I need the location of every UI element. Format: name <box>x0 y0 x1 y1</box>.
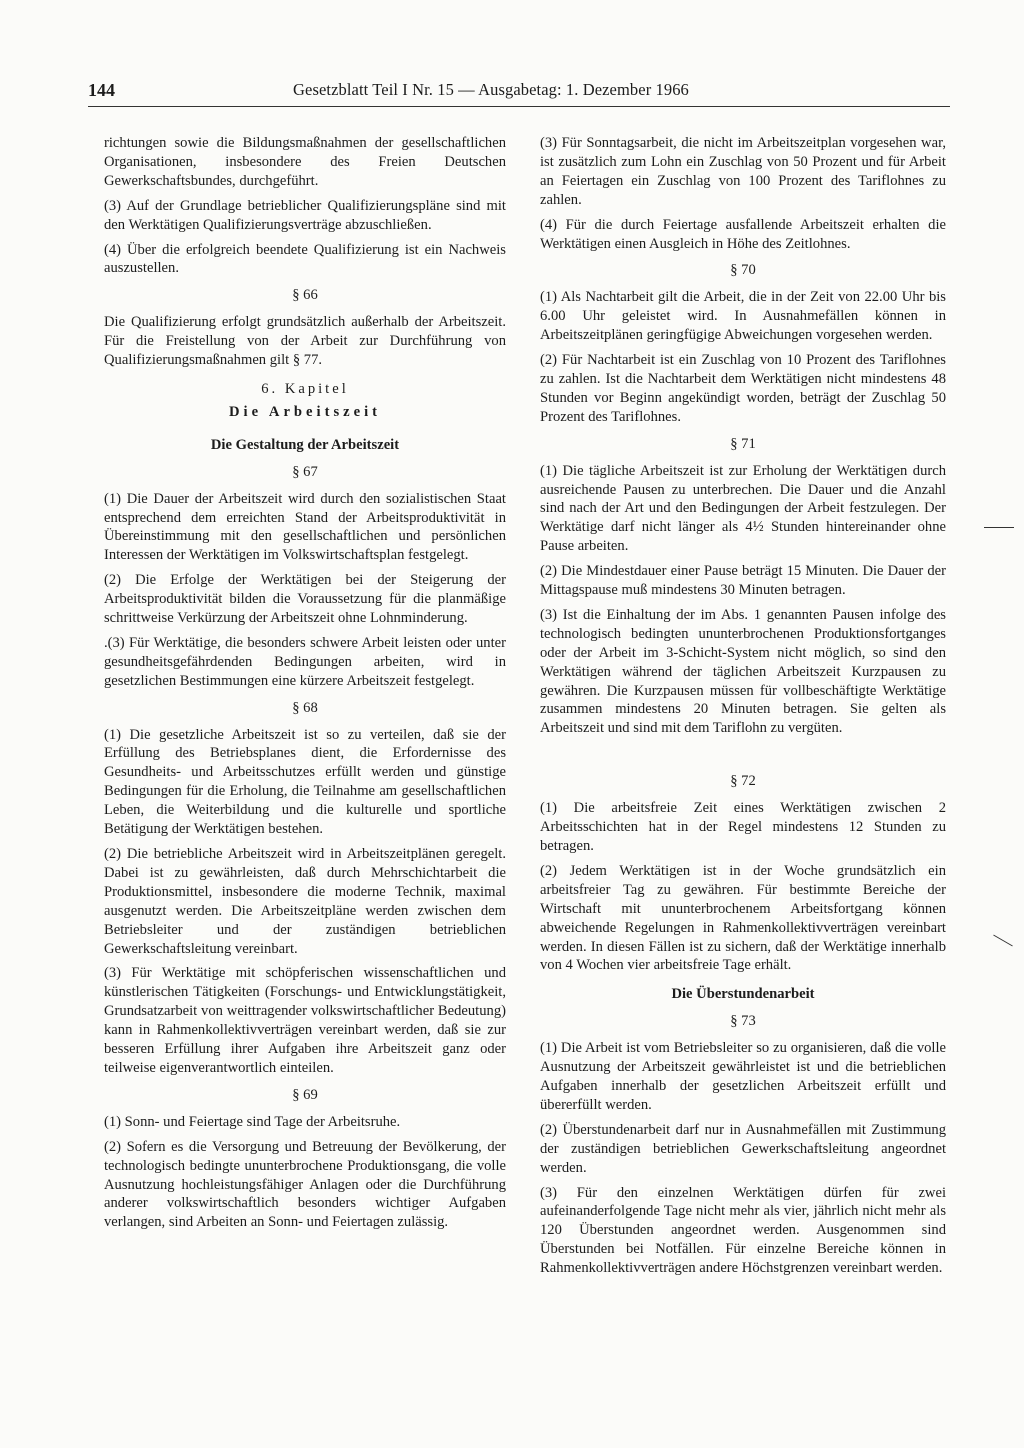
margin-mark <box>984 527 1014 528</box>
section-heading-69: § 69 <box>292 1086 318 1103</box>
paragraph: (2) Für Nachtarbeit ist ein Zuschlag von 10 Prozent des Tariflohnes zu zahlen. Ist die Nachtarbeit dem Werktätigen nicht mindestens 48 Stunden vor Beginn angekündigt worden, beträgt der Zuschlag 50 Prozent des Tariflohnes. <box>540 352 946 425</box>
paragraph: (3) Für Werktätige mit schöpferischen wissenschaftlichen und künstlerischen Tätigkeiten (Forschungs- und Entwicklungstätigkeit, Grundsatzarbeit von weittragender volkswirtschaftlicher Bedeutung) kann in Rahmenkollektivverträgen vereinbart werden, daß sie zur besseren Erfüllung ihrer Aufgaben ihre Arbeitszeit ganz oder teilweise eigenverantwortlich einteilen. <box>104 965 506 1076</box>
paragraph: (2) Die betriebliche Arbeitszeit wird in Arbeitszeitplänen geregelt. Dabei ist zu gewährleisten, daß durch Mehrschichtarbeit die Produktionsmittel, insbesondere die moderne Technik, maximal ausgenutzt werden. Die Arbeitszeitpläne werden zwischen dem Betriebsleiter und der zuständigen betrieblichen Gewerkschaftsleitung vereinbart. <box>104 846 506 957</box>
paragraph: (1) Sonn- und Feiertage sind Tage der Arbeitsruhe. <box>104 1113 401 1130</box>
paragraph: (2) Sofern es die Versorgung und Betreuung der Bevölkerung, der technologisch bedingte ununterbrochene Produktionsgang, die volle Ausnutzung hochleistungsfähiger Anlagen oder die Durchführung anderer volkswirtschaftlich besonders wichtiger Aufgaben verlangen, sind Arbeiten an Sonn- und Feiertagen zulässig. <box>104 1138 506 1231</box>
paragraph: (1) Als Nachtarbeit gilt die Arbeit, die in der Zeit von 22.00 Uhr bis 6.00 Uhr geleistet wird. In Ausnahmefällen können in Arbeitszeitplänen geringfügige Abweichungen vorgesehen werden. <box>540 289 946 344</box>
paragraph: (2) Die Erfolge der Werktätigen bei der Steigerung der Arbeitsproduktivität bilden die Voraussetzung für die planmäßige schrittweise Verkürzung der Arbeitszeit ohne Lohnminderung. <box>104 572 506 627</box>
paragraph: (2) Überstundenarbeit darf nur in Ausnahmefällen mit Zustimmung der zuständigen betrieblichen Gewerkschaftsleitung angeordnet werden. <box>540 1121 946 1176</box>
paragraph: (4) Für die durch Feiertage ausfallende Arbeitszeit erhalten die Werktätigen einen Ausgleich in Höhe des Zeitlohnes. <box>540 216 946 252</box>
page-number: 144 <box>88 80 115 100</box>
chapter-number: 6. Kapitel <box>261 380 349 397</box>
paragraph: (3) Für den einzelnen Werktätigen dürfen für zwei aufeinanderfolgende Tage nicht mehr als vier, jährlich nicht mehr als 120 Überstunden angeordnet werden. Ausgenommen sind Überstunden bei Notfällen. Für einzelne Bereiche können in Rahmenkollektivverträgen andere Höchstgrenzen vereinbart werden. <box>540 1184 946 1277</box>
paragraph: richtungen sowie die Bildungsmaßnahmen der gesellschaftlichen Organisationen, insbesondere des Freien Deutschen Gewerkschaftsbundes, durchgeführt. <box>104 135 506 189</box>
paragraph: (4) Über die erfolgreich beendete Qualifizierung ist ein Nachweis auszustellen. <box>104 241 506 277</box>
spacer <box>540 744 946 764</box>
section-heading-73: § 73 <box>730 1013 756 1030</box>
paragraph: .(3) Für Werktätige, die besonders schwere Arbeit leisten oder unter gesundheitsgefährdenden Bedingungen arbeiten, wird in gesetzlichen Bestimmungen eine kürzere Arbeitszeit festgelegt. <box>104 634 506 689</box>
paragraph: (3) Für Sonntagsarbeit, die nicht im Arbeitszeitplan vorgesehen war, ist zusätzlich zum Lohn ein Zuschlag von 50 Prozent und für Arbeit an Feiertagen ein Zuschlag von 100 Prozent des Tariflohnes zu zahlen. <box>540 135 946 208</box>
paragraph: (1) Die arbeitsfreie Zeit eines Werktätigen zwischen 2 Arbeitsschichten hat in der Regel mindestens 12 Stunden zu betragen. <box>540 800 946 854</box>
paragraph: (2) Jedem Werktätigen ist in der Woche grundsätzlich ein arbeitsfreier Tag zu gewähren. Für bestimmte Bereiche der Wirtschaft mit ununterbrochenem Arbeitsfortgang können abweichende Regelungen in Rahmenkollektivverträgen vereinbart werden. In diesen Fällen ist zu sichern, daß der Werktätige innerhalb von 4 Wochen vier arbeitsfreie Tage erhält. <box>540 862 946 974</box>
paragraph: (1) Die tägliche Arbeitszeit ist zur Erholung der Werktätigen durch ausreichende Pausen zu unterbrechen. Die Dauer und die Anzahl sind nach der Art und den Bedingungen der Arbeit festzulegen. Der Werktätige darf nicht länger als 4½ Stunden hintereinander ohne Pause arbeiten. <box>540 462 946 555</box>
section-heading-72: § 72 <box>730 773 756 790</box>
section-heading-71: § 71 <box>730 435 756 452</box>
chapter-title: Die Arbeitszeit <box>229 403 381 420</box>
left-column <box>104 134 506 1232</box>
paragraph: Die Qualifizierung erfolgt grundsätzlich außerhalb der Arbeitszeit. Für die Freistellung von der Arbeit zur Durchführung von Qualifizierungsmaßnahmen gilt § 77. <box>104 314 506 369</box>
paragraph: (1) Die gesetzliche Arbeitszeit ist so zu verteilen, daß sie der Erfüllung des Betriebsplanes dient, die Erfordernisse des Gesundheits- und Arbeitsschutzes erfüllt werden und günstige Bedingungen für die Erholung, die Teilnahme am gesellschaftlichen Leben, die Weiterbildung und die kulturelle und sportliche Betätigung der Werktätigen bestehen. <box>104 726 506 838</box>
subheading: Die Überstundenarbeit <box>671 986 815 1003</box>
paragraph: (1) Die Dauer der Arbeitszeit wird durch den sozialistischen Staat entsprechend dem erreichten Stand der Arbeitsproduktivität in Übereinstimmung mit den gesellschaftlichen und persönlichen Interessen der Werktätigen im Volkswirtschaftsplan festgelegt. <box>104 490 506 564</box>
page-header <box>88 80 950 107</box>
gazette-title: Gesetzblatt Teil I Nr. 15 — Ausgabetag: 1. Dezember 1966 <box>293 80 689 99</box>
section-heading-70: § 70 <box>730 262 756 279</box>
subheading: Die Gestaltung der Arbeitszeit <box>210 436 400 453</box>
paragraph: (1) Die Arbeit ist vom Betriebsleiter so zu organisieren, daß die volle Ausnutzung der Arbeitszeit gewährleistet ist und die betrieblichen Aufgaben innerhalb der gesetzlichen Arbeitszeit erfüllt und übererfüllt werden. <box>540 1040 946 1113</box>
section-heading-68: § 68 <box>292 699 318 716</box>
section-heading-67: § 67 <box>292 463 318 480</box>
section-heading-66: § 66 <box>292 287 318 304</box>
paragraph: (3) Auf der Grundlage betrieblicher Qualifizierungspläne sind mit den Werktätigen Qualifizierungsverträge abzuschließen. <box>104 197 506 233</box>
margin-mark <box>993 935 1013 947</box>
right-column <box>540 134 946 1278</box>
paragraph: (2) Die Mindestdauer einer Pause beträgt 15 Minuten. Die Dauer der Mittagspause muß mindestens 30 Minuten betragen. <box>540 563 946 599</box>
paragraph: (3) Ist die Einhaltung der im Abs. 1 genannten Pausen infolge des technologisch bedingten ununterbrochenen Produktionsfortganges oder der Arbeit im 3-Schicht-System nicht möglich, so sind den Werktätigen während der täglichen Arbeitszeit Kurzpausen zu gewähren. Die Kurzpausen müssen für vollbeschäftigte Werktätige zusammen mindestens 20 Minuten betragen. Sie gelten als Arbeitszeit und sind mit dem Tariflohn zu vergüten. <box>540 606 946 737</box>
